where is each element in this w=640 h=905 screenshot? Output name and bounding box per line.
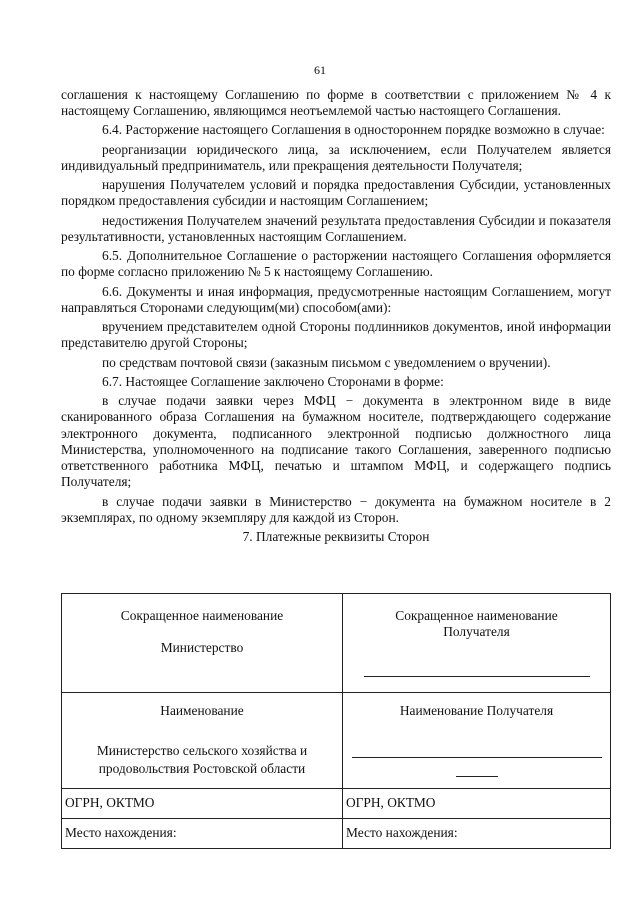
table-cell [343, 594, 611, 693]
paragraph: 6.5. Дополнительное Соглашение о расторжении настоящего Соглашения оформляется по форме согласно приложению № 5 к настоящему Соглашению. [61, 248, 611, 280]
document-body [61, 87, 611, 545]
table-cell [62, 789, 343, 819]
short-name-value: Министерство [160, 640, 244, 656]
paragraph: в случае подачи заявки в Министерство − документа на бумажном носителе в 2 экземплярах, по одному экземпляру для каждой из Сторон. [61, 493, 611, 525]
ogrn-oktmo-label: ОГРН, ОКТМО [346, 795, 436, 810]
table-cell [62, 819, 343, 849]
paragraph: реорганизации юридического лица, за исключением, если Получателем является индивидуальный предприниматель, или прекращения деятельности Получателя; [61, 141, 611, 173]
table-row [62, 693, 611, 789]
short-name-label: Сокращенное наименование [120, 608, 284, 623]
paragraph: по средствам почтовой связи (заказным письмом с уведомлением о вручении). [102, 354, 551, 370]
table-cell [62, 693, 343, 789]
name-label: Наименование [160, 703, 244, 718]
paragraph: 6.7. Настоящее Соглашение заключено Сторонами в форме: [102, 373, 444, 389]
paragraph: соглашения к настоящему Соглашению по форме в соответствии с приложением № 4 к настоящему Соглашению, являющимся неотъемлемой частью настоящего Соглашения. [61, 87, 611, 119]
page-number: 61 [314, 63, 326, 77]
recipient-short-name-label: Сокращенное наименование Получателя [395, 608, 558, 640]
payment-details-table [61, 593, 611, 849]
section-heading: 7. Платежные реквизиты Сторон [242, 529, 430, 545]
location-label: Место нахождения: [65, 825, 177, 840]
table-row [62, 594, 611, 693]
signature-line [364, 676, 590, 677]
paragraph: недостижения Получателем значений результата предоставления Субсидии и показателя результативности, установленных настоящим Соглашением. [61, 212, 611, 244]
table-cell [62, 594, 343, 693]
table-cell [343, 789, 611, 819]
table-row [62, 819, 611, 849]
paragraph: в случае подачи заявки через МФЦ − документа в электронном виде в виде сканированного образа Соглашения на бумажном носителе, подтверждающего содержание электронного документа, подписанного электронной подписью должностного лица Министерства, уполномоченного на подписание такого Соглашения, заверенного подписью ответственного работника МФЦ, печатью и штампом МФЦ, и содержащего подпись Получателя; [61, 392, 611, 490]
paragraph: нарушения Получателем условий и порядка предоставления Субсидии, установленных порядком предоставления субсидии и настоящим Соглашением; [61, 177, 611, 209]
recipient-name-label: Наименование Получателя [399, 703, 554, 718]
table-row [62, 789, 611, 819]
paragraph: 6.4. Расторжение настоящего Соглашения в одностороннем порядке возможно в случае: [102, 122, 605, 138]
ogrn-oktmo-label: ОГРН, ОКТМО [65, 795, 155, 810]
signature-line [352, 757, 602, 758]
name-value: Министерство сельского хозяйства и продовольствия Ростовской области [96, 743, 308, 777]
paragraph: вручением представителем одной Стороны подлинников документов, иной информации представителю другой Стороны; [61, 319, 611, 351]
table-cell [343, 693, 611, 789]
location-label: Место нахождения: [346, 825, 458, 840]
table-cell [343, 819, 611, 849]
signature-line-short [456, 776, 498, 777]
paragraph: 6.6. Документы и иная информация, предусмотренные настоящим Соглашением, могут направляться Сторонами следующим(ми) способом(ами): [61, 283, 611, 315]
